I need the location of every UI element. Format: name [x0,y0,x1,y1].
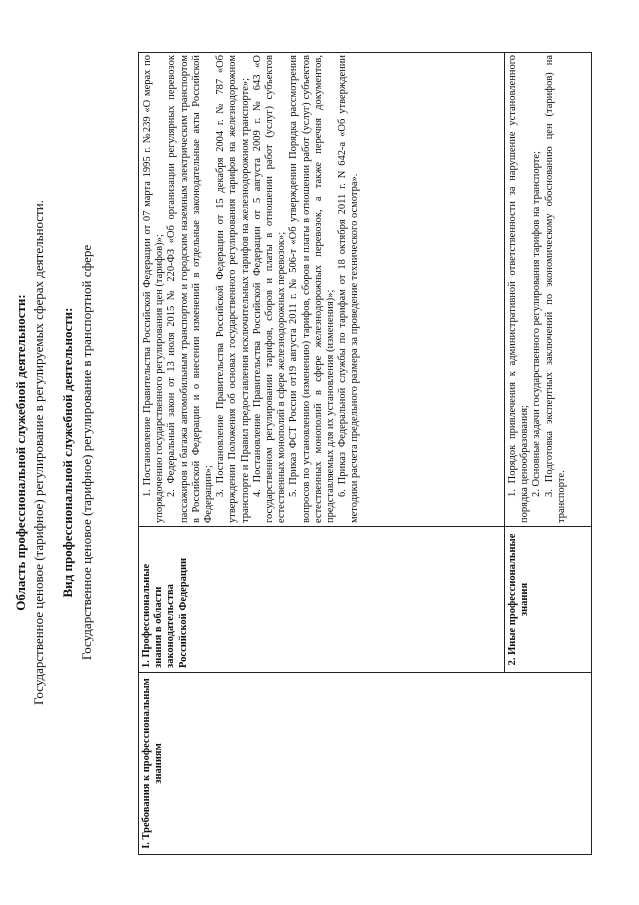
kind-title: Вид профессиональной служебной деятельности: [60,307,75,598]
legislation-item: 6. Приказ Федеральной службы по тарифам от 18 октября 2011 г. N 642-а «Об утверждении методики расчета предельного размера за проведение технического осмотра». [337,55,361,523]
legislation-item: 5. Приказ ФСТ России от19 августа 2011 г. № 506-т «Об утверждении Порядка рассмотрения вопросов по установлению (изменению) тарифов, сборов и платы в отношении работ (услуг) субъектов естественных монополий в сфере железнодорожных перевозок, а также перечня документов, представляемых для их установления (изменения)»; [288,55,337,523]
other-knowledge-list [507,55,568,523]
other-knowledge-item: 3. Подготовка экспертных заключений по экономическому обоснованию цен (тарифов) на транспорте. [543,55,567,523]
other-knowledge-label-cell: 2. Иные профессиональные знания [507,533,531,666]
legislation-item: 1. Постановление Правительства Российской Федерации от 07 марта 1995 г. №239 «О мерах по упорядочению государственного регулирования цен (тарифов)»; [142,55,166,523]
other-knowledge-item: 1. Порядок привлечения к административной ответственности за нарушение установленного порядка ценообразования; [507,55,531,523]
legislation-item: 4. Постановление Правительства Российской Федерации от 5 августа 2009 г. № 643 «О государственном регулировании тарифов, сборов и платы в отношении работ (услуг) субъектов естественных монополий в сфере железнодорожных перевозок»; [251,55,288,523]
kind-value: Государственное ценовое (тарифное) регулирование в транспортной сфере [79,244,94,661]
legislation-item: 2. Федеральный закон от 13 июля 2015 № 220-ФЗ «Об организации регулярных перевозок пассажиров и багажа автомобильным транспортом и городским наземным электрическим транспортом в Российской Федерации и о внесении изменений в отдельные законодательные акты Российской Федерации»; [166,55,215,523]
requirements-header-cell: I. Требования к профессиональным знаниям [141,678,165,849]
legislation-list [142,55,362,523]
legislation-label-cell: 1. Профессиональные знания в области законодательства Российской Федерации [141,557,189,668]
legislation-item: 3. Постановление Правительства Российской Федерации от 15 декабря 2004 г. № 787 «Об утверждении Положения об основах государственного регулирования тарифов на железнодорожном транспорте и Правил предоставления исключительных тарифов на железнодорожном транспорте»; [215,55,251,523]
table-divider [139,672,591,673]
area-title: Область профессиональной служебной деятельности: [13,294,28,611]
table-divider [504,53,505,673]
area-value: Государственное ценовое (тарифное) регулирование в регулируемых сферах деятельности. [31,200,46,705]
other-knowledge-item: 2. Основные задачи государственного регулирования тарифов на транспорте; [531,151,543,497]
requirements-table [138,52,592,855]
table-divider [139,526,591,527]
